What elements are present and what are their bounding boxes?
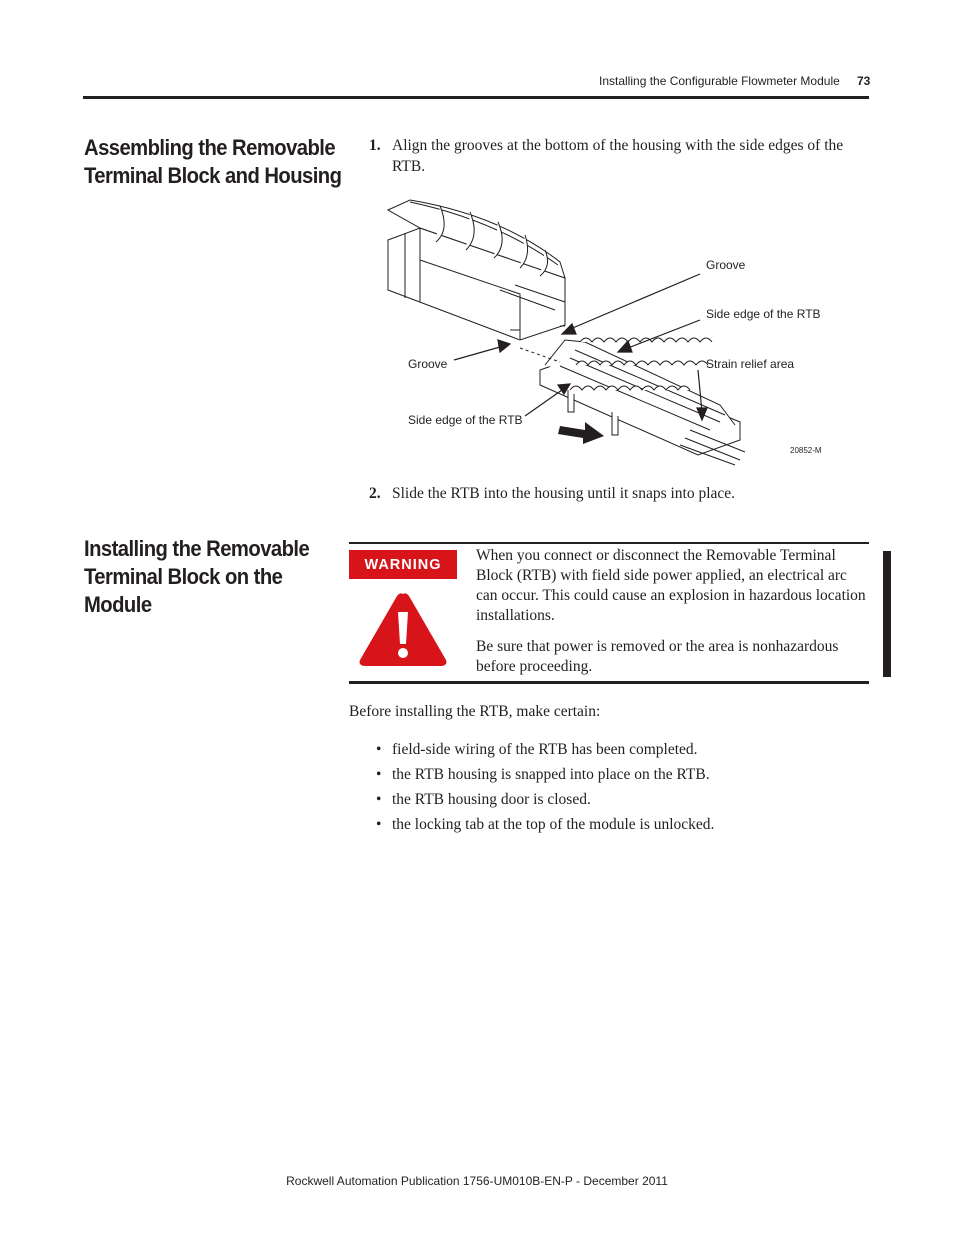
running-header-title: Installing the Configurable Flowmeter Module xyxy=(599,74,840,88)
bullet-icon: • xyxy=(376,816,382,833)
change-bar xyxy=(883,551,891,677)
figure-code: 20852-M xyxy=(790,446,822,455)
label-side-edge-left: Side edge of the RTB xyxy=(408,413,523,427)
bullet-icon: • xyxy=(376,766,382,783)
warning-badge: WARNING xyxy=(349,550,457,579)
label-groove-left: Groove xyxy=(408,357,448,371)
warning-top-rule xyxy=(349,542,869,544)
step-text: Slide the RTB into the housing until it snaps into place. xyxy=(392,485,736,502)
label-strain-relief: Strain relief area xyxy=(706,357,795,371)
warning-bottom-rule xyxy=(349,681,869,684)
warning-text-2: Be sure that power is removed or the area is nonhazardous before proceeding. xyxy=(476,638,839,675)
rtb-housing-figure xyxy=(380,190,830,470)
label-side-edge-right: Side edge of the RTB xyxy=(706,307,821,321)
step-text: Align the grooves at the bottom of the housing with the side edges of the RTB. xyxy=(392,137,844,175)
step-number: 2. xyxy=(369,485,381,502)
warning-triangle-icon xyxy=(357,590,449,668)
label-groove-right: Groove xyxy=(706,258,746,272)
section-title-assembling: Assembling the Removable Terminal Block and Housing xyxy=(84,135,342,188)
rtb-housing-illustration xyxy=(380,190,830,470)
page-number: 73 xyxy=(857,74,871,88)
header-rule xyxy=(83,96,869,99)
section-title-installing: Installing the Removable Terminal Block on the Module xyxy=(84,536,310,617)
intro-text: Before installing the RTB, make certain: xyxy=(349,703,601,720)
footer-publication: Rockwell Automation Publication 1756-UM010B-EN-P - December 2011 xyxy=(286,1174,668,1188)
step-number: 1. xyxy=(369,137,381,154)
bullet-icon: • xyxy=(376,791,382,808)
bullet-icon: • xyxy=(376,741,382,758)
warning-text-1: When you connect or disconnect the Removable Terminal Block (RTB) with field side power applied, an electrical arc can occur. This could cause an explosion in hazardous location installations. xyxy=(476,547,866,624)
